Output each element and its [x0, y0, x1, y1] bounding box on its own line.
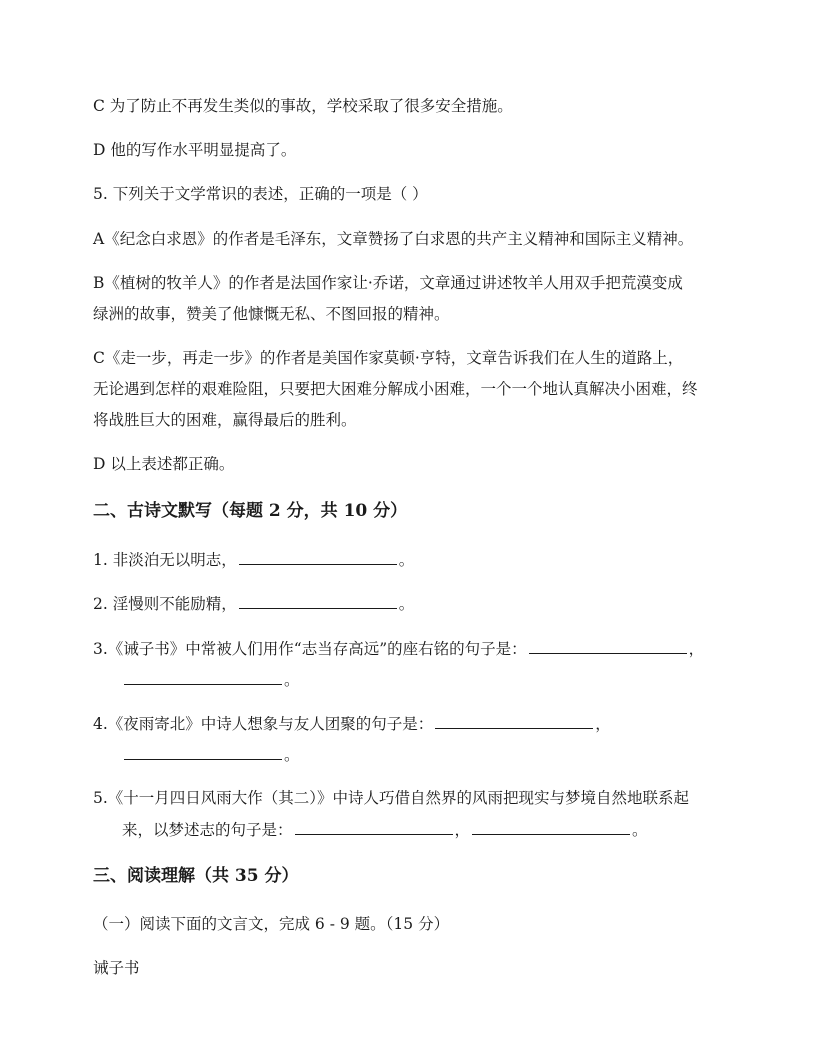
section2-heading: 二、古诗文默写（每题 2 分，共 10 分）	[93, 501, 408, 521]
poetry-q5-prompt: 来，以梦述志的句子是：	[122, 821, 293, 839]
poetry-q4-end: 。	[284, 746, 300, 764]
poetry-q1-end: 。	[398, 551, 415, 569]
poetry-q1-blank[interactable]	[239, 548, 397, 565]
poetry-q3-cont	[122, 668, 752, 691]
poetry-q5-blank-1[interactable]	[295, 818, 453, 835]
poetry-q1-prompt: 1. 非淡泊无以明志，	[93, 551, 237, 569]
q5-option-b-line1: B《植树的牧羊人》的作者是法国作家让·乔诺，文章通过讲述牧羊人用双手把荒漠变成	[93, 274, 683, 292]
section3-heading: 三、阅读理解（共 35 分）	[93, 866, 299, 886]
q4-option-c: C 为了防止不再发生类似的事故，学校采取了很多安全措施。	[93, 97, 513, 115]
poetry-q4-blank-1[interactable]	[435, 712, 593, 729]
reading-text-title: 诫子书	[93, 959, 140, 977]
poetry-q2-blank[interactable]	[239, 592, 397, 609]
poetry-q5-end: 。	[632, 821, 648, 839]
poetry-q5-comma: ，	[454, 821, 471, 839]
poetry-q1	[93, 548, 723, 571]
poetry-q3-prompt: 3.《诫子书》中常被人们用作“志当存高远”的座右铭的句子是：	[93, 640, 527, 658]
poetry-q4-prompt: 4.《夜雨寄北》中诗人想象与友人团聚的句子是：	[93, 715, 434, 733]
poetry-q5-blank-2[interactable]	[472, 818, 630, 835]
poetry-q3-end: 。	[284, 671, 300, 689]
reading-part1-intro: （一）阅读下面的文言文，完成 6 - 9 题。（15 分）	[93, 915, 450, 933]
poetry-q5-line1: 5.《十一月四日风雨大作（其二）》中诗人巧借自然界的风雨把现实与梦境自然地联系起	[93, 789, 690, 807]
q5-option-a: A《纪念白求恩》的作者是毛泽东，文章赞扬了白求恩的共产主义精神和国际主义精神。	[93, 230, 694, 248]
poetry-q3-blank-1[interactable]	[529, 637, 687, 654]
poetry-q3	[93, 637, 723, 660]
poetry-q4-comma: ，	[595, 715, 611, 733]
q4-option-d: D 他的写作水平明显提高了。	[93, 141, 297, 159]
q5-option-b-line2: 绿洲的故事，赞美了他慷慨无私、不图回报的精神。	[93, 305, 450, 323]
q5-option-c-line2: 无论遇到怎样的艰难险阻，只要把大困难分解成小困难，一个一个地认真解决小困难，终	[93, 380, 698, 398]
poetry-q2	[93, 592, 723, 615]
q5-stem: 5. 下列关于文学常识的表述，正确的一项是（ ）	[93, 185, 428, 203]
poetry-q3-comma: ，	[688, 640, 705, 658]
poetry-q4-cont	[122, 743, 752, 766]
poetry-q3-blank-2[interactable]	[124, 668, 282, 685]
q5-option-c-line3: 将战胜巨大的困难，赢得最后的胜利。	[93, 411, 357, 429]
poetry-q2-end: 。	[398, 595, 415, 613]
poetry-q4	[93, 712, 723, 735]
poetry-q5-line2	[122, 818, 752, 841]
q5-option-c-line1: C《走一步，再走一步》的作者是美国作家莫顿·亨特，文章告诉我们在人生的道路上，	[93, 349, 684, 367]
poetry-q4-blank-2[interactable]	[124, 743, 282, 760]
poetry-q2-prompt: 2. 淫慢则不能励精，	[93, 595, 237, 613]
q5-option-d: D 以上表述都正确。	[93, 455, 235, 473]
